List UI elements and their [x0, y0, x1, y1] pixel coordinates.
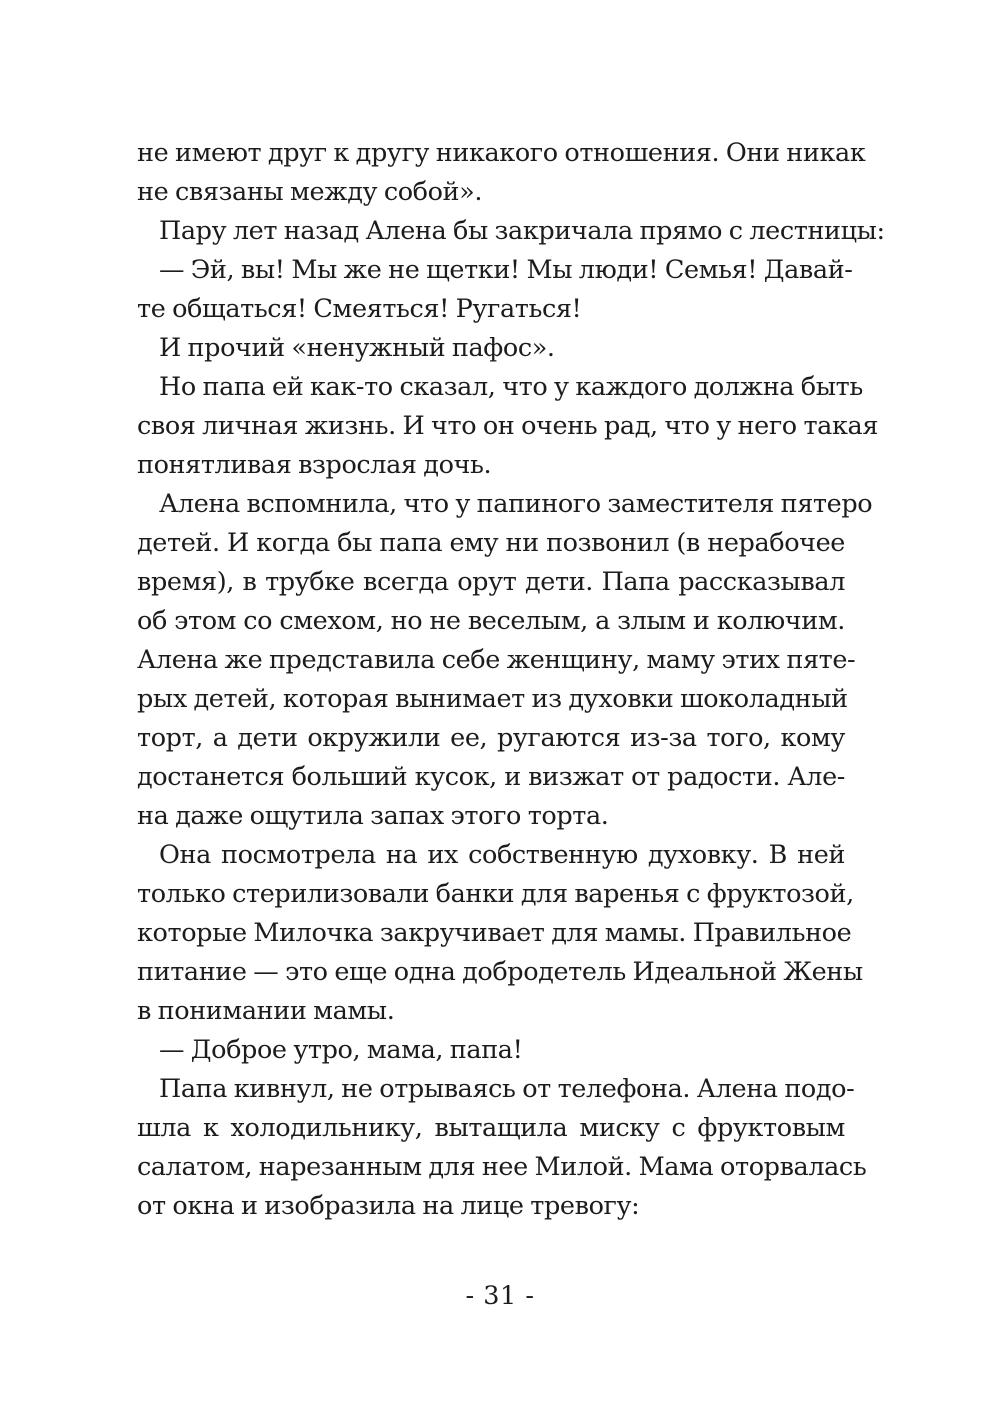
- text-line: в понимании мамы.: [137, 996, 395, 1026]
- text-line: — Доброе утро, мама, папа!: [159, 1035, 523, 1065]
- text-line: своя личная жизнь. И что он очень рад, что у него такая: [137, 411, 879, 441]
- text-line: Она посмотрела на их собственную духовку. В ней: [159, 840, 845, 870]
- text-line: питание — это еще одна добродетель Идеальной Жены: [137, 957, 863, 987]
- text-line: те общаться! Смеяться! Ругаться!: [137, 294, 582, 324]
- text-line: на даже ощутила запах этого торта.: [137, 801, 609, 831]
- text-line: Алена же представила себе женщину, маму этих пяте-: [137, 645, 856, 675]
- text-line: детей. И когда бы папа ему ни позвонил (в нерабочее: [137, 528, 845, 558]
- text-line: — Эй, вы! Мы же не щетки! Мы люди! Семья! Давай-: [159, 255, 853, 285]
- text-line: не имеют друг к другу никакого отношения. Они никак: [137, 138, 866, 168]
- text-line: торт, а дети окружили ее, ругаются из-за того, кому: [137, 723, 845, 753]
- text-line: И прочий «ненужный пафос».: [159, 333, 555, 363]
- page-number: - 31 -: [465, 1281, 535, 1311]
- text-line: Папа кивнул, не отрываясь от телефона. Алена подо-: [159, 1074, 855, 1104]
- text-line: салатом, нарезанным для нее Милой. Мама оторвалась: [137, 1152, 867, 1182]
- text-line: об этом со смехом, но не веселым, а злым и колючим.: [137, 606, 845, 636]
- text-line: шла к холодильнику, вытащила миску с фруктовым: [137, 1113, 845, 1143]
- text-line: Пару лет назад Алена бы закричала прямо с лестницы:: [159, 216, 885, 246]
- text-line: Но папа ей как-то сказал, что у каждого должна быть: [159, 372, 863, 402]
- text-line: от окна и изобразила на лице тревогу:: [137, 1191, 640, 1221]
- text-line: достанется больший кусок, и визжат от радости. Але-: [137, 762, 845, 792]
- text-line: не связаны между собой».: [137, 177, 483, 207]
- text-line: которые Милочка закручивает для мамы. Правильное: [137, 918, 852, 948]
- text-line: рых детей, которая вынимает из духовки шоколадный: [137, 684, 848, 714]
- text-line: время), в трубке всегда орут дети. Папа рассказывал: [137, 567, 845, 597]
- body-text: [137, 134, 885, 1226]
- text-line: только стерилизовали банки для варенья с фруктозой,: [137, 879, 854, 909]
- text-line: Алена вспомнила, что у папиного заместителя пятеро: [159, 489, 873, 519]
- text-line: понятливая взрослая дочь.: [137, 450, 492, 480]
